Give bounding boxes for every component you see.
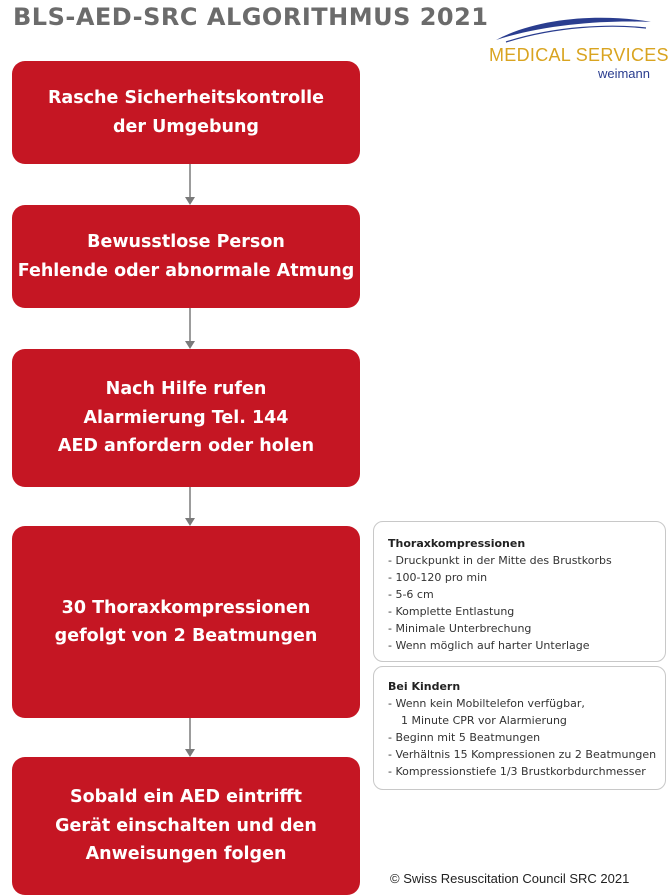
list-item-continuation: 1 Minute CPR vor Alarmierung (401, 714, 567, 727)
compressions-info-box (373, 521, 666, 662)
step-3-line-2: Alarmierung Tel. 144 (83, 407, 289, 428)
list-item: - Druckpunkt in der Mitte des Brustkorbs (388, 554, 612, 567)
step-1-box (12, 61, 360, 164)
list-item: - Wenn möglich auf harter Unterlage (388, 639, 590, 652)
step-1-line-1: Rasche Sicherheitskontrolle (47, 88, 325, 108)
children-heading: Bei Kindern (388, 680, 461, 693)
list-item: - Kompressionstiefe 1/3 Brustkorbdurchmesser (388, 765, 646, 778)
arrow-down-icon (183, 718, 197, 758)
step-2-box (12, 205, 360, 308)
step-3-box (12, 349, 360, 487)
step-3-line-1: Nach Hilfe rufen (105, 379, 267, 400)
step-5-box (12, 757, 360, 895)
list-item: - Minimale Unterbrechung (388, 622, 532, 635)
logo-swoosh-icon (486, 12, 656, 46)
list-item: - Beginn mit 5 Beatmungen (388, 731, 541, 744)
copyright-notice: © Swiss Resuscitation Council SRC 2021 (390, 871, 630, 886)
logo-subname: weimann (597, 66, 650, 81)
children-info-box (373, 666, 666, 790)
step-2-line-1: Bewusstlose Person (87, 232, 285, 252)
step-2-line-2: Fehlende oder abnormale Atmung (17, 260, 355, 281)
arrow-down-icon (183, 487, 197, 527)
list-item: - 5-6 cm (388, 588, 434, 601)
compressions-heading: Thoraxkompressionen (388, 537, 526, 550)
list-item: - 100-120 pro min (388, 571, 488, 584)
arrow-down-icon (183, 308, 197, 350)
step-5-line-1: Sobald ein AED eintrifft (70, 787, 302, 808)
list-item: - Komplette Entlastung (388, 605, 515, 618)
arrow-down-icon (183, 164, 197, 206)
step-1-line-2: der Umgebung (113, 116, 259, 137)
step-5-line-2: Gerät einschalten und den (55, 815, 317, 836)
page-title: BLS-AED-SRC ALGORITHMUS 2021 (13, 3, 489, 31)
step-4-box (12, 526, 360, 718)
list-item: - Wenn kein Mobiltelefon verfügbar, (388, 697, 585, 710)
step-3-line-3: AED anfordern oder holen (57, 436, 315, 457)
list-item: - Verhältnis 15 Kompressionen zu 2 Beatmungen (388, 748, 657, 761)
step-5-line-3: Anweisungen folgen (85, 844, 287, 865)
step-4-line-1: 30 Thoraxkompressionen (61, 597, 311, 618)
medical-services-logo (486, 12, 669, 82)
step-4-line-2: gefolgt von 2 Beatmungen (54, 626, 318, 646)
logo-name: MEDICAL SERVICES (489, 45, 669, 65)
